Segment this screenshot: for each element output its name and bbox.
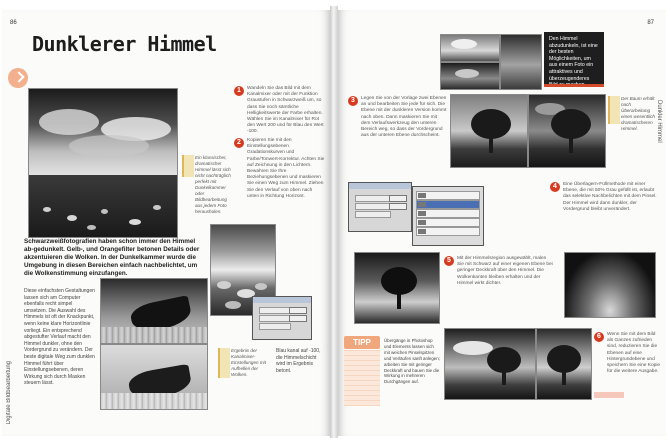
- right-running-title: Dunkler Himmel: [656, 100, 662, 143]
- tree-photo-before: [450, 94, 528, 168]
- body-paragraph: Diese einfachsten Gestaltungen lassen sich am Computer ebenfalls recht simpel umsetzen. Die Auswahl des Himmels ist oft der Knackpunkt, wenn keine klare Horizontlinie vorliegt. Ein entsprechend abgestufter Verlauf macht den Himmel dunkler, ohne den Vordergrund zu verändern. Der beste digitale Weg zum dunklen Himmel führt über Einstellungsebenen, deren Wirkung sich durch Masken steuern lässt.: [24, 288, 95, 387]
- boat-photo-top: [100, 278, 208, 344]
- step-3-text: Legen Sie von der Vorlage zwei Ebenen an und bearbeiten Sie jede für sich. Die Ebene mit der dunkleren Version kommt nach oben. Dann maskieren Sie mit dem Verlaufswerkzeug den unteren Bereich weg, so dass der Vordergrund aus der unteren Ebene durchscheint.: [361, 96, 447, 139]
- callout-accent-bar: [544, 84, 604, 87]
- tree-photo-final-1: [444, 328, 536, 400]
- right-page: [338, 10, 666, 436]
- layers-panel-screenshot: [412, 186, 484, 246]
- caption-result: [218, 348, 274, 408]
- levels-dialog-screenshot: [348, 182, 412, 232]
- photo-caption: [182, 155, 232, 215]
- adjustment-dialog-screenshot: [252, 296, 312, 340]
- sky-thumb-1: [440, 34, 500, 62]
- sky-thumb-3: [500, 34, 542, 90]
- step-1: [234, 86, 326, 138]
- landscape-photo: [28, 88, 178, 238]
- step-4-text: Eine Überlagern-Füllmethode mit einer Ebene, die mit 50% Grau gefüllt ist, erlaubt das selektive Nachbelichten mit dem Pinsel. Der Himmel wird dann dunkler, der Vordergrund bleibt unverändert.: [563, 182, 657, 212]
- tree-photo-final-2: [536, 328, 592, 400]
- caption-result-text: Ergebnis der Kanalmixer-Einstellungen mit Aufhellen der Wolken.: [231, 348, 266, 377]
- caption-marker: [218, 348, 230, 378]
- book-gutter: [330, 6, 338, 438]
- step-1-text: Wandeln Sie das Bild mit dem Kanalmixer oder mit der Funktion Graustufen in Schwarzweiß um, so dass Sie noch sämtliche Helligkeitswerte der Farbe erhalten. Wählen Sie im Kanalmixer für Rot den Wert 200 und für Blau den Wert -100.: [247, 86, 324, 135]
- step-number-1: 1: [234, 86, 244, 96]
- boat-photo-bottom: [100, 344, 208, 410]
- tree-caption: [608, 96, 660, 156]
- left-page-number: 86: [10, 20, 17, 26]
- caption-channel-text: Blau kanal auf -100, die Himmelschicht wird im Ergebnis betont.: [276, 348, 321, 374]
- tip-box: [344, 336, 380, 408]
- gradient-photo: [564, 252, 656, 318]
- tree-caption-text: Der Baum erhält nach Überarbeitung einen wesentlich dramatischeren Himmel.: [621, 96, 655, 131]
- dialog-titlebar: [253, 297, 311, 303]
- page-heading: Dunklerer Himmel: [32, 32, 217, 56]
- left-page: [2, 10, 330, 436]
- step-5: [444, 256, 554, 320]
- lead-paragraph: Schwarzweißfotografien haben schon immer den Himmel ab-gedunkelt. Gelb-, und Orangefilter betonen Details oder akzentuieren die Wolken. In der Dunkelkammer wurde die Umgebung in diesen Bereichen einfach nachbelichtet, um die Wolkenstimmung einzufangen.: [24, 238, 200, 277]
- step-number-2: 2: [234, 138, 244, 148]
- tree-photo-mid: [354, 252, 440, 324]
- sky-thumb-2: [440, 62, 500, 90]
- caption-text: Ein klassischer, dramatischer Himmel lässt sich nicht nachträglich perfekt mit Dunkelkammer oder Bildbearbeitung aus jedem Foto herausholen.: [195, 155, 231, 214]
- accent-strip: [594, 392, 624, 398]
- right-page-number: 87: [647, 20, 654, 26]
- step-number-3: 3: [348, 96, 358, 106]
- left-running-title: Digitale Bildbearbeitung: [6, 360, 12, 424]
- callout-box: Den Himmel abzudunkeln, ist eine der besten Möglichkeiten, um aus einem Foto ein attraktives und überzeugenderes: [544, 32, 604, 84]
- step-4: [550, 182, 662, 238]
- step-6-text: Wenn Sie mit dem Bild als Ganzes zufrieden sind, reduzieren Sie die Ebenen auf eine Hintergrundebene und speichern Sie eine Kopie für die weitere Ausgabe.: [607, 332, 661, 375]
- tip-text: Übergänge in Photoshop und Elements lassen sich mit weichen Pinselspitzen und Verläufen sanft anlegen; arbeiten Sie mit geringer Deckkraft und bauen Sie die Wirkung in mehreren Durchgängen auf.: [384, 338, 440, 385]
- tip-label: TIPP: [344, 336, 380, 349]
- tip-decoration: [344, 350, 380, 406]
- caption-marker: [608, 96, 620, 124]
- step-2-text: Kopieren Sie mit den Einstellungsebenen Gradationskurven und Farbe/Tonwert-Korrektur. Achten Sie auf Zeichnung in den Lichtern. Bewahren Sie Ihre Beziehungsebenen und maskieren Sie einen Weg zum Himmel. Ziehen Sie den Verlauf von oben nach unten in Richtung Horizont.: [247, 138, 325, 199]
- step-2: [234, 138, 326, 210]
- step-5-text: Mit der Himmelsregion ausgewählt, malen Sie mit Schwarz auf einer eigenen Ebene bei geringer Deckkraft über den Himmel. Die Wolkenkanten bleiben erhalten und der Himmel wirkt dichter.: [457, 256, 553, 286]
- step-number-4: 4: [550, 182, 560, 192]
- tree-photo-after: [528, 94, 606, 168]
- step-number-5: 5: [444, 256, 454, 266]
- step-3: [348, 96, 448, 168]
- step-number-6: 6: [594, 332, 604, 342]
- dialog-titlebar: [349, 183, 411, 189]
- caption-marker: [182, 155, 194, 177]
- chevron-right-icon: [8, 68, 28, 88]
